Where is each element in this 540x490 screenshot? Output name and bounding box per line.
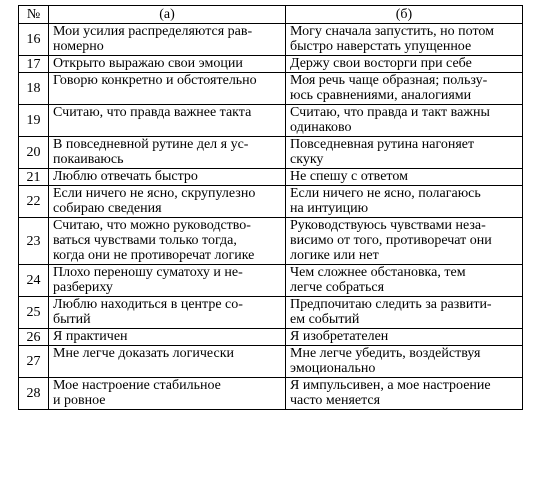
table-row bbox=[19, 218, 523, 265]
header-number: № bbox=[19, 6, 49, 24]
row-number: 28 bbox=[19, 378, 49, 410]
option-a-cell: Мое настроение стабильное и ровное bbox=[49, 378, 286, 410]
option-a-cell: Если ничего не ясно, скрупулезно собираю сведения bbox=[49, 186, 286, 218]
header-option-b: (б) bbox=[286, 6, 523, 24]
row-number: 18 bbox=[19, 73, 49, 105]
header-option-a: (а) bbox=[49, 6, 286, 24]
row-number: 20 bbox=[19, 137, 49, 169]
option-b-cell: Держу свои восторги при себе bbox=[286, 56, 523, 73]
table-row bbox=[19, 105, 523, 137]
option-b-cell: Я импульсивен, а мое настроение часто меняется bbox=[286, 378, 523, 410]
option-a-cell: В повседневной рутине дел я ус- покаиваюсь bbox=[49, 137, 286, 169]
table-row bbox=[19, 137, 523, 169]
row-number: 24 bbox=[19, 265, 49, 297]
table-row bbox=[19, 346, 523, 378]
option-b-cell: Если ничего не ясно, полагаюсь на интуицию bbox=[286, 186, 523, 218]
questionnaire-table bbox=[18, 5, 523, 410]
option-a-cell: Считаю, что правда важнее такта bbox=[49, 105, 286, 137]
table-row bbox=[19, 169, 523, 186]
option-b-cell: Я изобретателен bbox=[286, 329, 523, 346]
row-number: 26 bbox=[19, 329, 49, 346]
option-b-cell: Могу сначала запустить, но потом быстро наверстать упущенное bbox=[286, 24, 523, 56]
option-b-cell: Предпочитаю следить за развити- ем событий bbox=[286, 297, 523, 329]
option-b-cell: Мне легче убедить, воздействуя эмоционально bbox=[286, 346, 523, 378]
table-row bbox=[19, 329, 523, 346]
option-a-cell: Открыто выражаю свои эмоции bbox=[49, 56, 286, 73]
table-row bbox=[19, 73, 523, 105]
table-row bbox=[19, 186, 523, 218]
table-row bbox=[19, 56, 523, 73]
option-b-cell: Считаю, что правда и такт важны одинаково bbox=[286, 105, 523, 137]
row-number: 23 bbox=[19, 218, 49, 265]
table-body bbox=[19, 24, 523, 410]
option-b-cell: Чем сложнее обстановка, тем легче собраться bbox=[286, 265, 523, 297]
option-a-cell: Говорю конкретно и обстоятельно bbox=[49, 73, 286, 105]
option-a-cell: Считаю, что можно руководство- ваться чувствами только тогда, когда они не противоречат логике bbox=[49, 218, 286, 265]
option-b-cell: Моя речь чаще образная; пользу- юсь сравнениями, аналогиями bbox=[286, 73, 523, 105]
table-row bbox=[19, 297, 523, 329]
option-a-cell: Мне легче доказать логически bbox=[49, 346, 286, 378]
option-a-cell: Плохо переношу суматоху и не- разбериху bbox=[49, 265, 286, 297]
row-number: 16 bbox=[19, 24, 49, 56]
table-row bbox=[19, 378, 523, 410]
option-b-cell: Повседневная рутина нагоняет скуку bbox=[286, 137, 523, 169]
table-row bbox=[19, 24, 523, 56]
table-row bbox=[19, 265, 523, 297]
table-header-row bbox=[19, 6, 523, 24]
option-a-cell: Мои усилия распределяются рав- номерно bbox=[49, 24, 286, 56]
row-number: 25 bbox=[19, 297, 49, 329]
row-number: 19 bbox=[19, 105, 49, 137]
option-a-cell: Я практичен bbox=[49, 329, 286, 346]
option-a-cell: Люблю находиться в центре со- бытий bbox=[49, 297, 286, 329]
row-number: 17 bbox=[19, 56, 49, 73]
row-number: 21 bbox=[19, 169, 49, 186]
row-number: 22 bbox=[19, 186, 49, 218]
row-number: 27 bbox=[19, 346, 49, 378]
option-b-cell: Руководствуюсь чувствами неза- висимо от того, противоречат они логике или нет bbox=[286, 218, 523, 265]
option-b-cell: Не спешу с ответом bbox=[286, 169, 523, 186]
option-a-cell: Люблю отвечать быстро bbox=[49, 169, 286, 186]
